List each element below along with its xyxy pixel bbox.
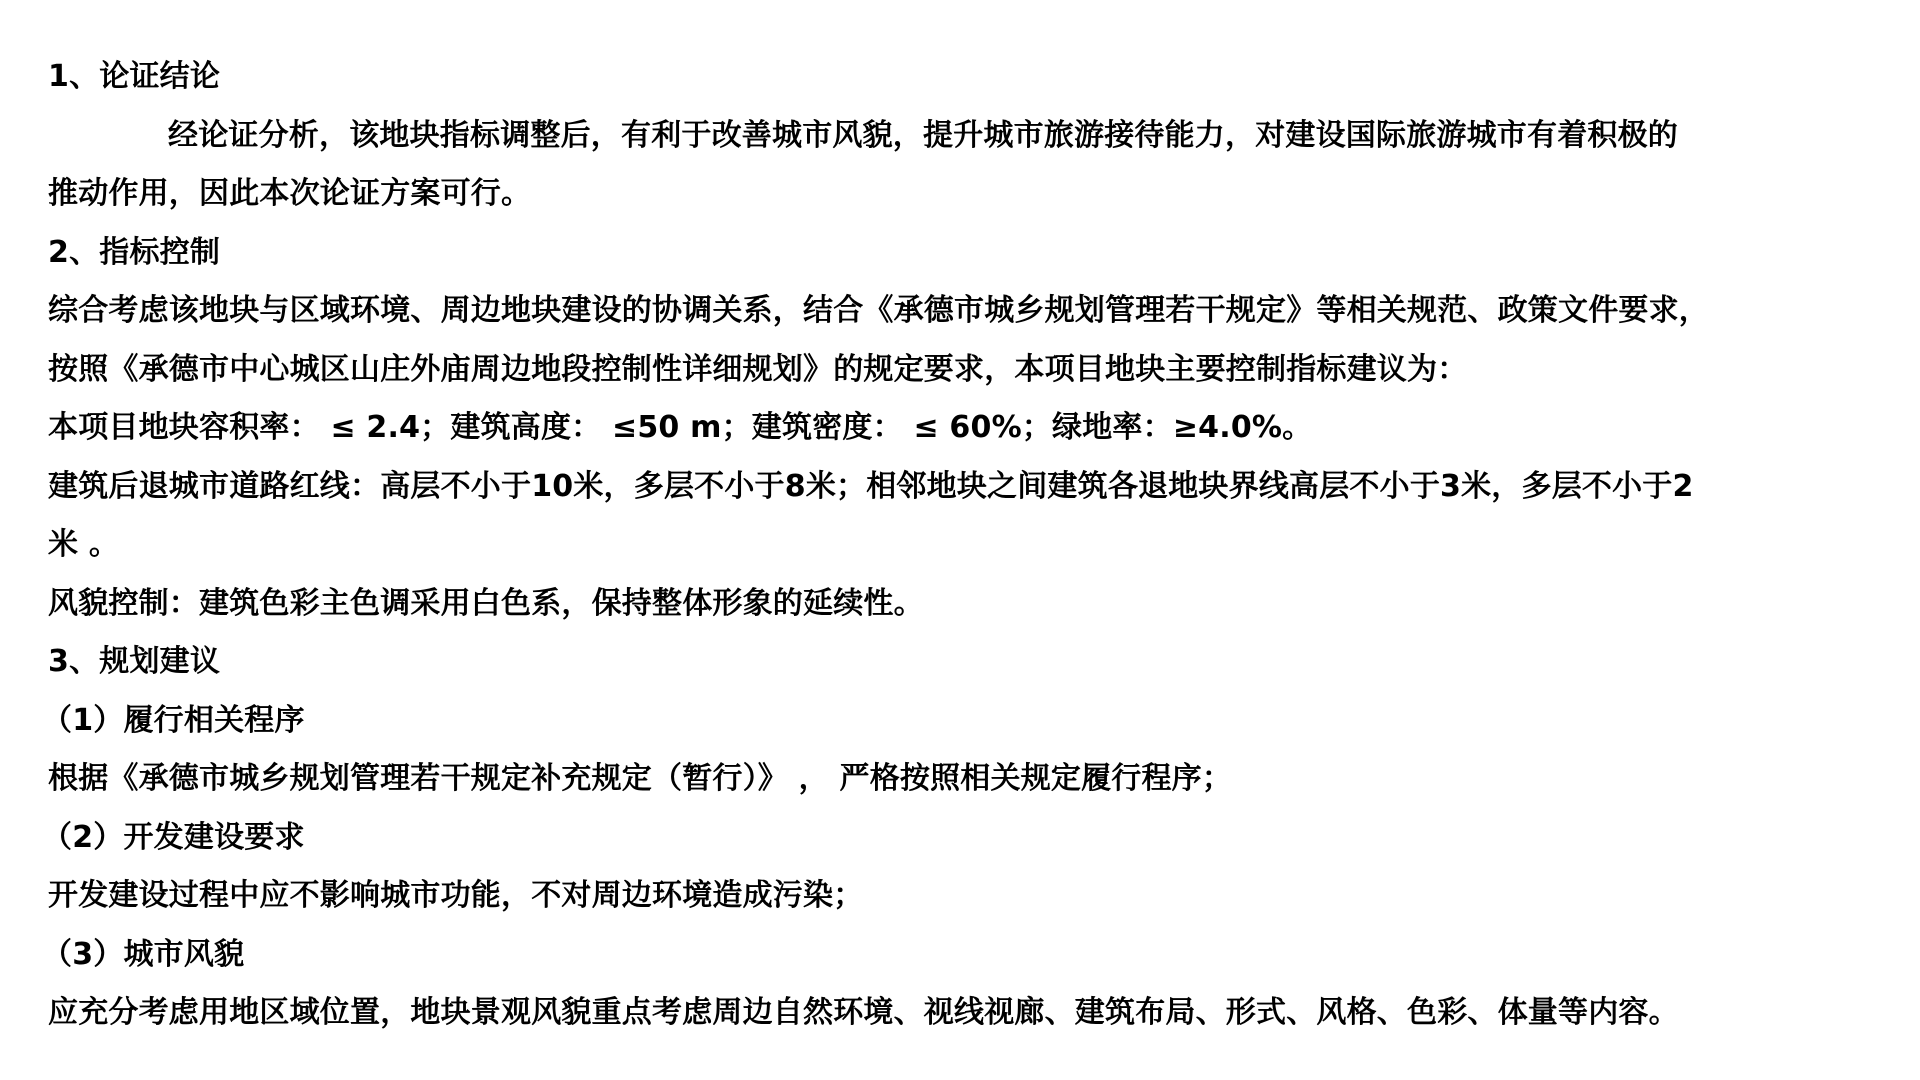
indicator-values-line: 本项目地块容积率： ≤ 2.4；建筑高度： ≤50 m；建筑密度： ≤ 60%；绿地率：≥4.0%。 (48, 410, 1313, 445)
paragraph-line: 综合考虑该地块与区域环境、周边地块建设的协调关系，结合《承德市城乡规划管理若干规定》等相关规范、政策文件要求， (48, 293, 1709, 328)
paragraph-line: 经论证分析，该地块指标调整后，有利于改善城市风貌，提升城市旅游接待能力，对建设国际旅游城市有着积极的 (168, 117, 1678, 153)
subheading-development: （2）开发建设要求 (42, 819, 305, 855)
setback-line: 建筑后退城市道路红线：高层不小于10米，多层不小于8米；相邻地块之间建筑各退地块界线高层不小于3米，多层不小于2 (48, 468, 1694, 504)
paragraph-line: 推动作用，因此本次论证方案可行。 (48, 176, 532, 211)
section-heading-conclusion: 1、论证结论 (48, 59, 221, 94)
subheading-city-appearance: （3）城市风貌 (42, 936, 245, 972)
paragraph-line: 开发建设过程中应不影响城市功能，不对周边环境造成污染； (48, 878, 864, 913)
document-body (42, 48, 1908, 1043)
appearance-control-line: 风貌控制：建筑色彩主色调采用白色系，保持整体形象的延续性。 (48, 585, 924, 621)
section-heading-suggestions: 3、规划建议 (48, 644, 221, 679)
paragraph-line: 应充分考虑用地区域位置，地块景观风貌重点考虑周边自然环境、视线视廊、建筑布局、形式、风格、色彩、体量等内容。 (48, 995, 1679, 1030)
setback-line-continued: 米 。 (48, 527, 120, 562)
paragraph-line: 根据《承德市城乡规划管理若干规定补充规定（暂行）》 ， 严格按照相关规定履行程序； (48, 761, 1233, 796)
subheading-procedures: （1）履行相关程序 (42, 702, 305, 738)
section-heading-indicators: 2、指标控制 (48, 234, 221, 270)
paragraph-line: 按照《承德市中心城区山庄外庙周边地段控制性详细规划》的规定要求，本项目地块主要控制指标建议为： (48, 351, 1468, 387)
